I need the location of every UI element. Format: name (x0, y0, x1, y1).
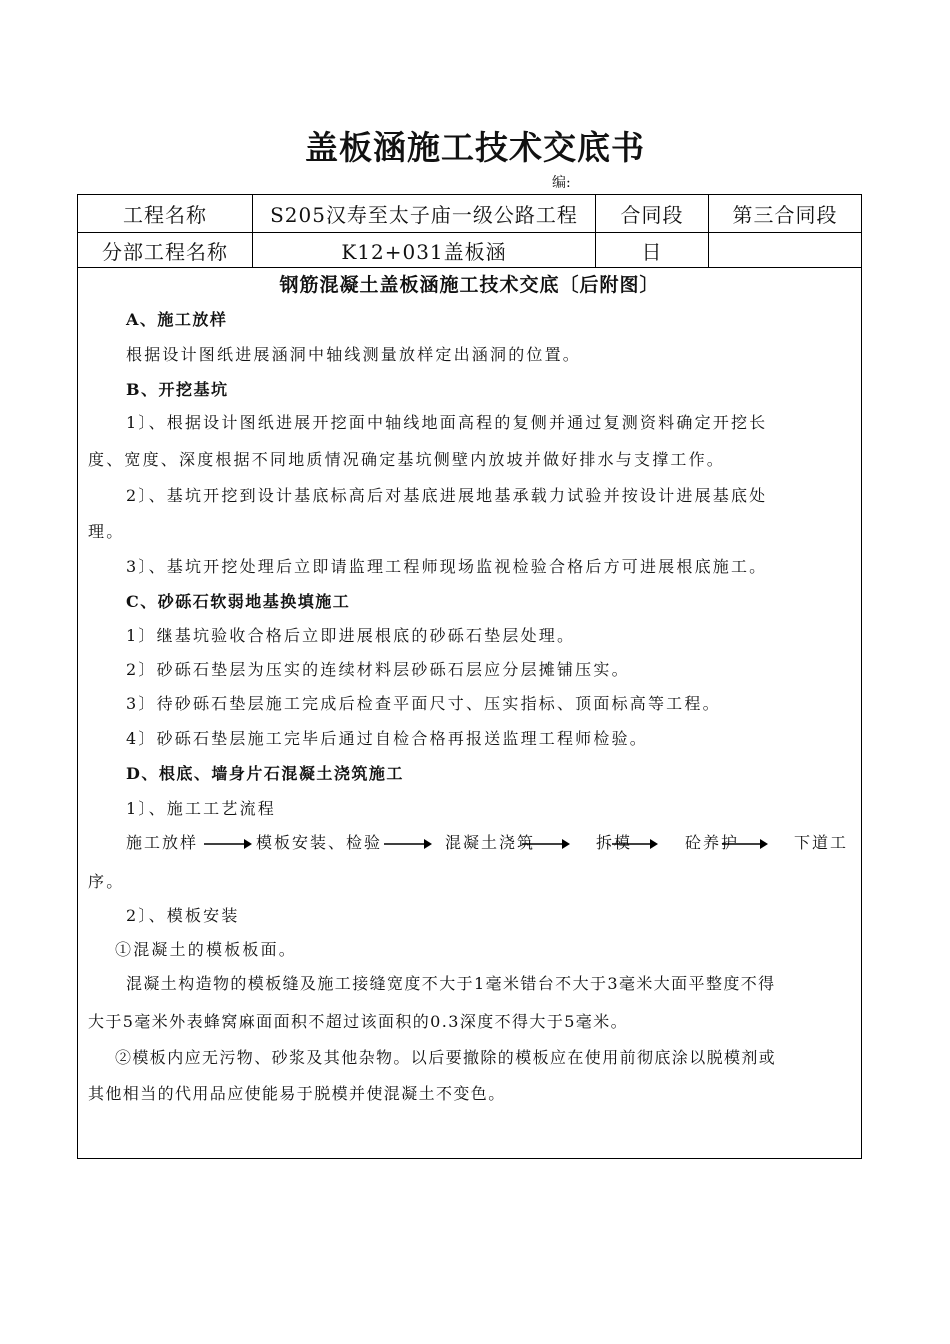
paragraph-d2-item2-line2: 其他相当的代用品应使能易于脱模并使混凝土不变色。 (88, 1084, 506, 1103)
flow-arrow-3 (522, 838, 570, 850)
section-title: 钢筋混凝土盖板涵施工技术交底〔后附图〕 (279, 274, 660, 296)
flow-arrow-1 (204, 838, 252, 850)
paragraph-d2: 2〕、模板安装 (126, 906, 240, 925)
date-value (709, 233, 861, 267)
paragraph-d2-text1-line2: 大于5毫米外表蜂窝麻面面积不超过该面积的0.3深度不得大于5毫米。 (88, 1012, 629, 1031)
flow-arrow-5 (722, 838, 768, 850)
flow-step-1: 施工放样 (126, 833, 199, 852)
paragraph-a: 根据设计图纸进展涵洞中轴线测量放样定出涵洞的位置。 (126, 345, 582, 364)
heading-b: B、开挖基坑 (126, 380, 229, 399)
paragraph-d2-text1-line1: 混凝土构造物的模板缝及施工接缝宽度不大于1毫米错台不大于3毫米大面平整度不得 (126, 974, 776, 993)
paragraph-b3: 3〕、基坑开挖处理后立即请监理工程师现场监视检验合格后方可进展根底施工。 (126, 557, 768, 576)
heading-a: A、施工放样 (126, 310, 228, 329)
paragraph-b1-line2: 度、宽度、深度根据不同地质情况确定基坑侧壁内放坡并做好排水与支撑工作。 (88, 450, 726, 469)
flow-step-3: 混凝土浇筑 (445, 833, 536, 852)
flow-arrow-2 (384, 838, 432, 850)
paragraph-b2-line1: 2〕、基坑开挖到设计基底标高后对基底进展地基承载力试验并按设计进展基底处 (126, 486, 768, 505)
paragraph-c1: 1〕继基坑验收合格后立即进展根底的砂砾石垫层处理。 (126, 626, 576, 645)
editor-label: 编: (552, 175, 571, 191)
flow-tail: 序。 (88, 872, 125, 891)
flow-step-6: 下道工 (794, 833, 849, 852)
paragraph-d1: 1〕、施工工艺流程 (126, 799, 276, 818)
paragraph-d2-item2-line1: ②模板内应无污物、砂浆及其他杂物。以后要撤除的模板应在使用前彻底涂以脱模剂或 (115, 1048, 777, 1067)
heading-c: C、砂砾石软弱地基换填施工 (126, 592, 351, 611)
project-name-value: S205汉寿至太子庙一级公路工程 (270, 203, 578, 227)
flow-step-2: 模板安装、检验 (256, 833, 383, 852)
paragraph-c4: 4〕砂砾石垫层施工完毕后通过自检合格再报送监理工程师检验。 (126, 729, 648, 748)
contract-section-label: 合同段 (620, 203, 684, 227)
paragraph-b2-line2: 理。 (88, 522, 125, 541)
flow-step-5: 砼养护 (685, 833, 740, 852)
paragraph-c3: 3〕待砂砾石垫层施工完成后检查平面尺寸、压实指标、顶面标高等工程。 (126, 694, 721, 713)
paragraph-d2-item1: ①混凝土的模板板面。 (115, 940, 298, 959)
paragraph-c2: 2〕砂砾石垫层为压实的连续材料层砂砾石层应分层摊铺压实。 (126, 660, 630, 679)
document-title: 盖板涵施工技术交底书 (305, 128, 645, 167)
date-label: 日 (641, 239, 663, 264)
sub-project-value: K12+031盖板涵 (341, 239, 507, 264)
flow-step-4: 拆模 (596, 833, 633, 852)
project-name-label: 工程名称 (123, 203, 207, 227)
sub-project-label: 分部工程名称 (102, 239, 228, 264)
paragraph-b1-line1: 1〕、根据设计图纸进展开挖面中轴线地面高程的复侧并通过复测资料确定开挖长 (126, 413, 768, 432)
contract-section-value: 第三合同段 (732, 203, 838, 227)
row2-divider (78, 267, 861, 268)
flow-arrow-4 (612, 838, 658, 850)
heading-d: D、根底、墙身片石混凝土浇筑施工 (126, 764, 404, 783)
